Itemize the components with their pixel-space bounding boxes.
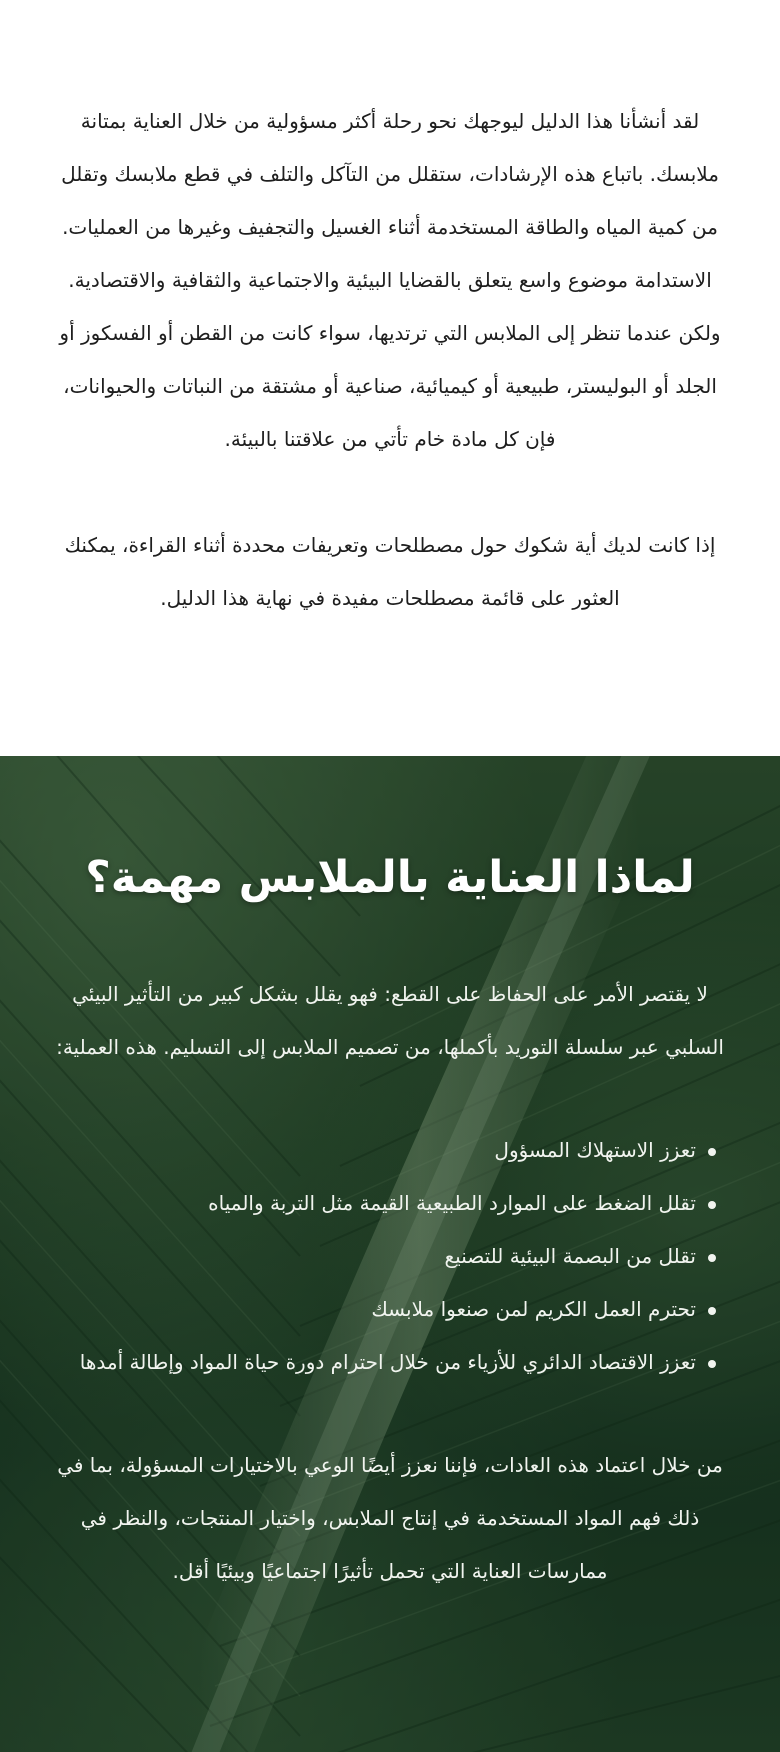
- list-item-text: تحترم العمل الكريم لمن صنعوا ملابسك: [371, 1297, 696, 1321]
- bullet-icon: [708, 1254, 716, 1262]
- bullet-icon: [708, 1148, 716, 1156]
- section-title: لماذا العناية بالملابس مهمة؟: [85, 852, 695, 903]
- lead-paragraph: لا يقتصر الأمر على الحفاظ على القطع: فهو يقلل بشكل كبير من التأثير البيئي السلبي عبر سلسلة التوريد بأكملها، من تصميم الملابس إلى التسليم. هذه العملية:: [56, 982, 724, 1059]
- list-item-text: تعزز الاقتصاد الدائري للأزياء من خلال احترام دورة حياة المواد وإطالة أمدها: [79, 1350, 696, 1374]
- list-item: [54, 1124, 716, 1177]
- intro-paragraph-2: إذا كانت لديك أية شكوك حول مصطلحات وتعريفات محددة أثناء القراءة، يمكنك العثور على قائمة مصطلحات مفيدة في نهاية هذا الدليل.: [64, 533, 716, 610]
- bullet-icon: [708, 1201, 716, 1209]
- list-item: [54, 1283, 716, 1336]
- intro-paragraph-1: لقد أنشأنا هذا الدليل ليوجهك نحو رحلة أكثر مسؤولية من خلال العناية بمتانة ملابسك. باتباع هذه الإرشادات، ستقلل من التآكل والتلف في قطع ملابسك وتقلل من كمية المياه والطاقة المستخدمة أثناء الغسيل والتجفيف وغيرها من العمليات. الاستدامة موضوع واسع يتعلق بالقضايا البيئية والاجتماعية والثقافية والاقتصادية. ولكن عندما تنظر إلى الملابس التي ترتديها، سواء كانت من القطن أو الفسكوز أو الجلد أو البوليستر، طبيعية أو كيميائية، صناعية أو مشتقة من النباتات والحيوانات، فإن كل مادة خام تأتي من علاقتنا بالبيئة.: [59, 109, 721, 451]
- bullet-icon: [708, 1360, 716, 1368]
- list-item: [54, 1230, 716, 1283]
- closing-paragraph: من خلال اعتماد هذه العادات، فإننا نعزز أيضًا الوعي بالاختيارات المسؤولة، بما في ذلك فهم المواد المستخدمة في إنتاج الملابس، واختيار المنتجات، والنظر في ممارسات العناية التي تحمل تأثيرًا اجتماعيًا وبيئيًا أقل.: [57, 1453, 723, 1583]
- care-importance-content: [0, 756, 780, 1598]
- care-importance-section: [0, 756, 780, 1752]
- list-item-text: تقلل من البصمة البيئية للتصنيع: [444, 1244, 696, 1268]
- list-item: [54, 1336, 716, 1389]
- intro-section: [0, 0, 780, 756]
- list-item: [54, 1177, 716, 1230]
- list-item-text: تقلل الضغط على الموارد الطبيعية القيمة مثل التربة والمياه: [208, 1191, 696, 1215]
- bullet-icon: [708, 1307, 716, 1315]
- benefits-list: [54, 1124, 726, 1389]
- list-item-text: تعزز الاستهلاك المسؤول: [494, 1138, 696, 1162]
